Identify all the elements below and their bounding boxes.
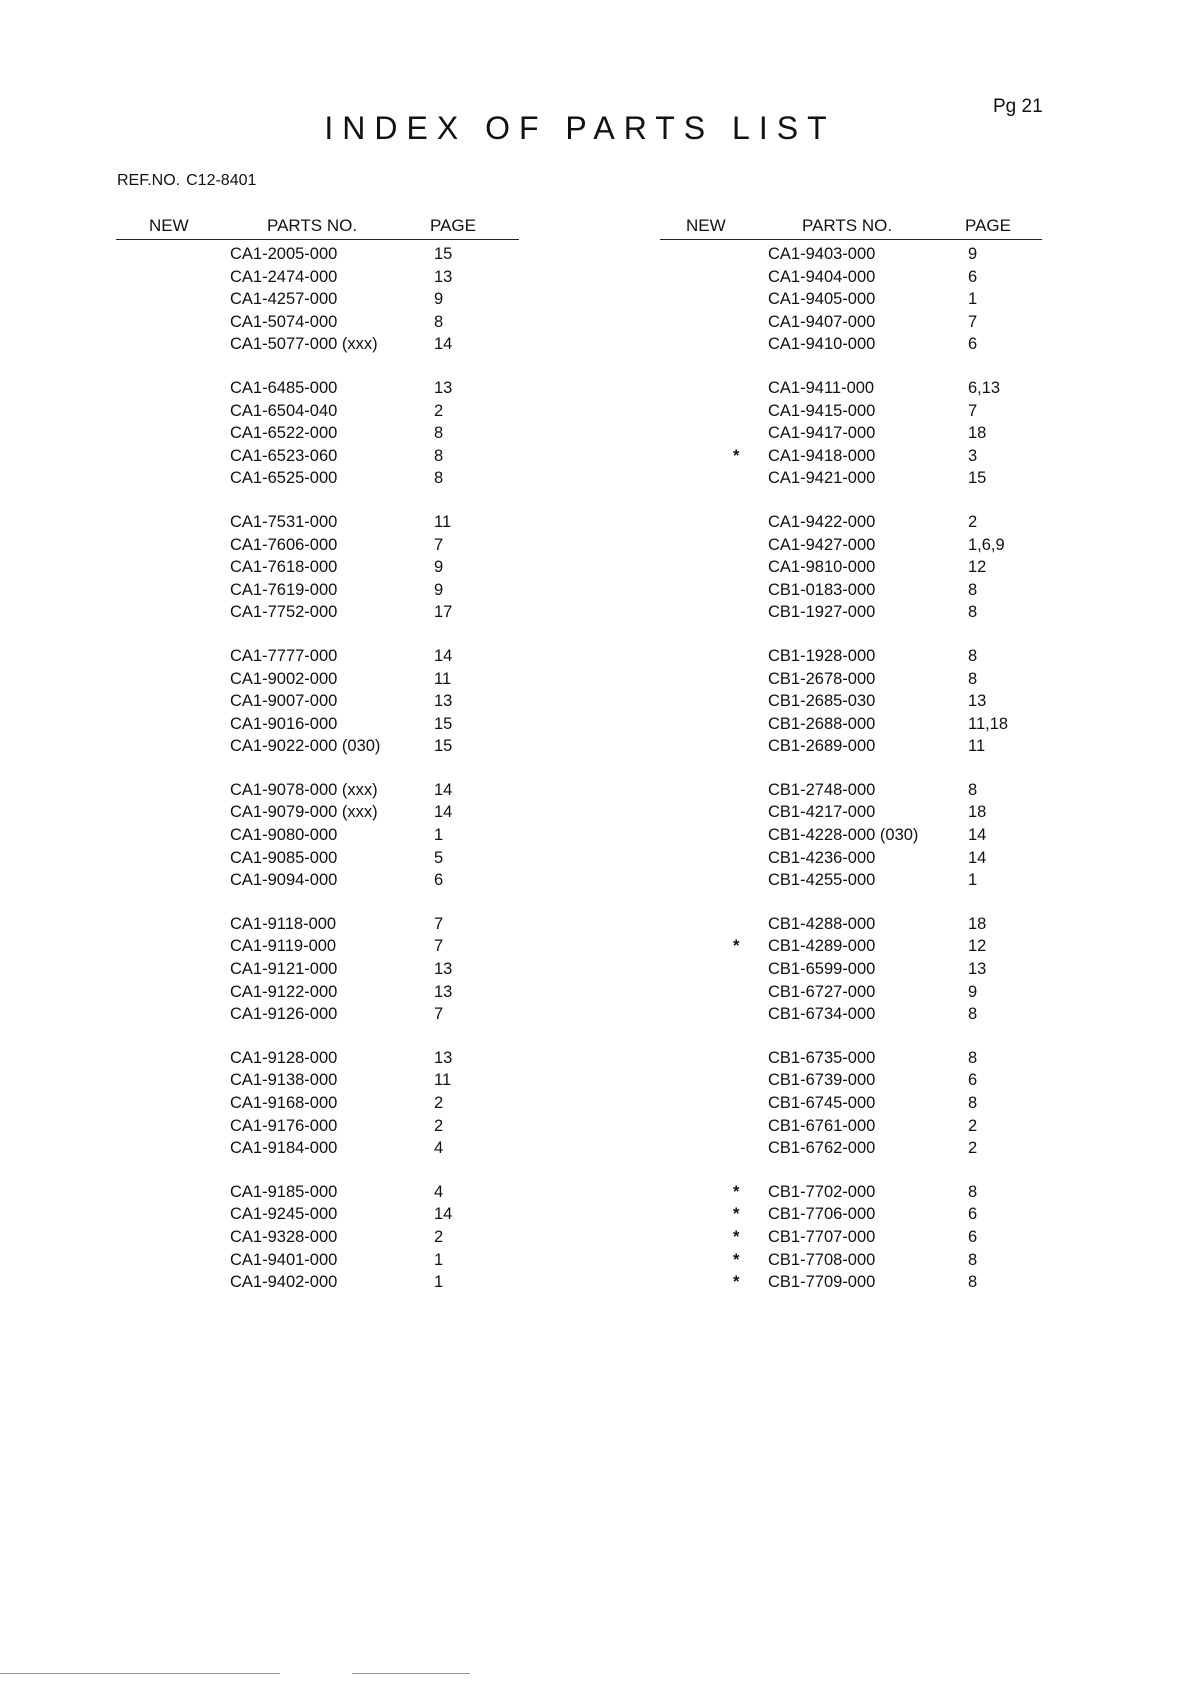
left-parts-no: CA1-6522-000 xyxy=(230,424,338,443)
table-row xyxy=(0,1250,1189,1273)
left-page: 14 xyxy=(434,1205,453,1224)
left-page: 15 xyxy=(434,737,453,756)
table-row xyxy=(0,468,1189,491)
right-parts-no: CB1-6734-000 xyxy=(768,1005,876,1024)
right-page: 12 xyxy=(968,937,987,956)
right-new-marker: * xyxy=(733,446,740,465)
left-page: 11 xyxy=(434,1071,452,1090)
right-parts-no: CB1-6599-000 xyxy=(768,960,876,979)
table-row xyxy=(0,535,1189,558)
right-parts-no: CA1-9405-000 xyxy=(768,290,876,309)
right-parts-no: CA1-9404-000 xyxy=(768,267,876,286)
right-page: 8 xyxy=(968,603,978,622)
header-right-page: PAGE xyxy=(965,216,1011,235)
left-parts-no: CA1-9022-000 (030) xyxy=(230,737,381,756)
header-left-new: NEW xyxy=(149,216,189,235)
left-parts-no: CA1-9079-000 (xxx) xyxy=(230,803,378,822)
left-page: 13 xyxy=(434,982,453,1001)
left-parts-no: CA1-6485-000 xyxy=(230,378,338,397)
right-page: 13 xyxy=(968,960,987,979)
left-parts-no: CA1-9328-000 xyxy=(230,1227,338,1246)
left-parts-no: CA1-7777-000 xyxy=(230,646,338,665)
table-row xyxy=(0,870,1189,893)
left-parts-no: CA1-9119-000 xyxy=(230,937,337,956)
left-parts-no: CA1-9245-000 xyxy=(230,1205,338,1224)
left-parts-no: CA1-9094-000 xyxy=(230,871,338,890)
left-parts-no: CA1-9002-000 xyxy=(230,669,338,688)
left-parts-no: CA1-2005-000 xyxy=(230,245,338,263)
left-parts-no: CA1-7618-000 xyxy=(230,558,338,577)
table-row xyxy=(0,1004,1189,1027)
right-page: 18 xyxy=(968,803,987,822)
ref-value: C12-8401 xyxy=(186,172,257,189)
right-parts-no: CB1-4236-000 xyxy=(768,848,876,867)
right-page: 12 xyxy=(968,558,987,577)
left-page: 17 xyxy=(434,603,453,622)
right-parts-no: CB1-6745-000 xyxy=(768,1094,876,1112)
right-parts-no: CA1-9403-000 xyxy=(768,245,876,263)
right-page: 7 xyxy=(968,401,978,420)
right-parts-no: CB1-6727-000 xyxy=(768,982,876,1001)
right-page: 3 xyxy=(968,446,978,465)
left-page: 13 xyxy=(434,378,453,397)
right-parts-no: CA1-9417-000 xyxy=(768,424,876,443)
left-page: 9 xyxy=(434,558,444,577)
header-left-page: PAGE xyxy=(430,216,476,235)
table-row xyxy=(0,334,1189,357)
table-row xyxy=(0,602,1189,625)
table-row xyxy=(0,267,1189,290)
footer-line-left xyxy=(0,1673,280,1674)
left-parts-no: CA1-4257-000 xyxy=(230,290,338,309)
left-parts-no: CA1-9078-000 (xxx) xyxy=(230,780,378,799)
table-row xyxy=(0,714,1189,737)
left-parts-no: CA1-7619-000 xyxy=(230,580,338,599)
right-parts-no: CB1-7708-000 xyxy=(768,1250,876,1269)
left-page: 14 xyxy=(434,335,453,354)
right-page: 14 xyxy=(968,848,987,867)
left-page: 14 xyxy=(434,803,453,822)
right-new-marker: * xyxy=(733,1205,740,1224)
left-parts-no: CA1-7531-000 xyxy=(230,512,338,531)
left-page: 13 xyxy=(434,960,453,979)
table-row xyxy=(0,1093,1189,1116)
left-parts-no: CA1-9138-000 xyxy=(230,1071,338,1090)
left-page: 1 xyxy=(434,826,444,845)
page-number: Pg 21 xyxy=(993,96,1043,117)
right-page: 8 xyxy=(968,669,978,688)
table-row xyxy=(0,423,1189,446)
right-page: 18 xyxy=(968,424,987,443)
left-page: 1 xyxy=(434,1250,444,1269)
right-page: 15 xyxy=(968,469,987,488)
right-page: 8 xyxy=(968,580,978,599)
right-parts-no: CB1-2685-030 xyxy=(768,692,876,711)
right-parts-no: CB1-7709-000 xyxy=(768,1273,876,1292)
header-left-parts-no: PARTS NO. xyxy=(267,216,358,235)
left-parts-no: CA1-9184-000 xyxy=(230,1139,338,1158)
right-parts-no: CB1-6739-000 xyxy=(768,1071,876,1090)
left-page: 9 xyxy=(434,580,444,599)
left-page: 2 xyxy=(434,401,444,420)
table-row xyxy=(0,244,1189,267)
left-page: 8 xyxy=(434,312,444,331)
right-parts-no: CA1-9410-000 xyxy=(768,335,876,354)
left-parts-no: CA1-6525-000 xyxy=(230,469,338,488)
right-parts-no: CB1-2689-000 xyxy=(768,737,876,756)
right-page: 8 xyxy=(968,646,978,665)
right-parts-no: CB1-2688-000 xyxy=(768,714,876,733)
right-page: 2 xyxy=(968,1139,978,1158)
left-page: 15 xyxy=(434,714,453,733)
left-page: 5 xyxy=(434,848,444,867)
right-new-marker: * xyxy=(733,1182,740,1201)
footer-line-right xyxy=(352,1673,470,1674)
left-parts-no: CA1-9168-000 xyxy=(230,1094,338,1112)
right-parts-no: CB1-2678-000 xyxy=(768,669,876,688)
right-page: 6 xyxy=(968,1227,978,1246)
right-new-marker: * xyxy=(733,1273,740,1292)
right-new-marker: * xyxy=(733,937,740,956)
left-page: 7 xyxy=(434,914,444,933)
right-parts-no: CB1-6761-000 xyxy=(768,1116,876,1135)
table-row xyxy=(0,825,1189,848)
right-page: 8 xyxy=(968,1005,978,1024)
table-row xyxy=(0,802,1189,825)
right-parts-no: CB1-6762-000 xyxy=(768,1139,876,1158)
left-parts-no: CA1-6523-060 xyxy=(230,446,338,465)
left-page: 8 xyxy=(434,424,444,443)
left-parts-no: CA1-9402-000 xyxy=(230,1273,338,1292)
left-page: 1 xyxy=(434,1273,444,1292)
right-page: 6,13 xyxy=(968,378,1001,397)
right-page: 9 xyxy=(968,245,978,263)
right-parts-no: CB1-6735-000 xyxy=(768,1048,876,1067)
table-row xyxy=(0,557,1189,580)
right-page: 11 xyxy=(968,737,986,756)
left-page: 14 xyxy=(434,646,453,665)
right-page: 14 xyxy=(968,826,987,845)
table-row xyxy=(0,982,1189,1005)
right-parts-no: CA1-9418-000 xyxy=(768,446,876,465)
right-page: 7 xyxy=(968,312,978,331)
right-parts-no: CB1-7706-000 xyxy=(768,1205,876,1224)
left-parts-no: CA1-9122-000 xyxy=(230,982,338,1001)
header-rule-left xyxy=(116,239,519,240)
left-parts-no: CA1-5074-000 xyxy=(230,312,338,331)
left-parts-no: CA1-9118-000 xyxy=(230,914,337,933)
left-page: 8 xyxy=(434,469,444,488)
left-page: 7 xyxy=(434,1005,444,1024)
right-page: 8 xyxy=(968,1182,978,1201)
left-parts-no: CA1-9185-000 xyxy=(230,1182,338,1201)
table-row xyxy=(0,446,1189,469)
table-row xyxy=(0,646,1189,669)
right-parts-no: CA1-9422-000 xyxy=(768,512,876,531)
ref-label: REF.NO. xyxy=(117,172,181,189)
right-page: 8 xyxy=(968,780,978,799)
right-page: 1 xyxy=(968,290,978,309)
right-parts-no: CA1-9407-000 xyxy=(768,312,876,331)
left-page: 9 xyxy=(434,290,444,309)
header-rule-right xyxy=(660,239,1042,240)
right-parts-no: CB1-1928-000 xyxy=(768,646,876,665)
table-row xyxy=(0,1272,1189,1295)
left-parts-no: CA1-9126-000 xyxy=(230,1005,338,1024)
right-parts-no: CB1-4288-000 xyxy=(768,914,876,933)
right-parts-no: CA1-9427-000 xyxy=(768,535,876,554)
right-parts-no: CB1-7707-000 xyxy=(768,1227,876,1246)
right-parts-no: CB1-4228-000 (030) xyxy=(768,826,919,845)
header-right-parts-no: PARTS NO. xyxy=(802,216,893,235)
right-parts-no: CA1-9411-000 xyxy=(768,378,875,397)
left-page: 13 xyxy=(434,692,453,711)
left-page: 13 xyxy=(434,267,453,286)
right-parts-no: CB1-4289-000 xyxy=(768,937,876,956)
right-page: 6 xyxy=(968,267,978,286)
left-parts-no: CA1-2474-000 xyxy=(230,267,338,286)
table-row xyxy=(0,378,1189,401)
table-row xyxy=(0,1227,1189,1250)
left-page: 11 xyxy=(434,512,452,531)
right-page: 18 xyxy=(968,914,987,933)
reference-number xyxy=(117,172,256,190)
right-page: 8 xyxy=(968,1250,978,1269)
table-row xyxy=(0,1070,1189,1093)
table-row xyxy=(0,1204,1189,1227)
left-parts-no: CA1-6504-040 xyxy=(230,401,338,420)
right-page: 2 xyxy=(968,512,978,531)
page-title: INDEX OF PARTS LIST xyxy=(324,110,836,146)
right-page: 6 xyxy=(968,335,978,354)
table-row xyxy=(0,1116,1189,1139)
right-parts-no: CB1-7702-000 xyxy=(768,1182,876,1201)
right-parts-no: CB1-1927-000 xyxy=(768,603,876,622)
table-row xyxy=(0,780,1189,803)
table-row xyxy=(0,959,1189,982)
right-parts-no: CB1-2748-000 xyxy=(768,780,876,799)
right-page: 6 xyxy=(968,1071,978,1090)
right-page: 13 xyxy=(968,692,987,711)
right-parts-no: CB1-0183-000 xyxy=(768,580,876,599)
left-parts-no: CA1-9016-000 xyxy=(230,714,338,733)
left-parts-no: CA1-9080-000 xyxy=(230,826,338,845)
left-page: 7 xyxy=(434,535,444,554)
table-row xyxy=(0,1182,1189,1205)
table-row xyxy=(0,580,1189,603)
left-page: 4 xyxy=(434,1182,444,1201)
left-parts-no: CA1-7606-000 xyxy=(230,535,338,554)
left-page: 2 xyxy=(434,1094,444,1112)
right-page: 9 xyxy=(968,982,978,1001)
table-row xyxy=(0,914,1189,937)
table-row xyxy=(0,512,1189,535)
header-right-new: NEW xyxy=(686,216,726,235)
left-page: 11 xyxy=(434,669,452,688)
table-row xyxy=(0,736,1189,759)
parts-index-table xyxy=(0,244,1189,1295)
left-page: 8 xyxy=(434,446,444,465)
right-parts-no: CA1-9810-000 xyxy=(768,558,876,577)
left-page: 2 xyxy=(434,1227,444,1246)
right-page: 8 xyxy=(968,1048,978,1067)
table-row xyxy=(0,936,1189,959)
right-parts-no: CA1-9415-000 xyxy=(768,401,876,420)
right-page: 2 xyxy=(968,1116,978,1135)
left-parts-no: CA1-9007-000 xyxy=(230,692,338,711)
table-row xyxy=(0,401,1189,424)
table-row xyxy=(0,669,1189,692)
left-page: 14 xyxy=(434,780,453,799)
left-page: 13 xyxy=(434,1048,453,1067)
table-row xyxy=(0,289,1189,312)
left-parts-no: CA1-5077-000 (xxx) xyxy=(230,335,378,354)
left-parts-no: CA1-7752-000 xyxy=(230,603,338,622)
left-page: 7 xyxy=(434,937,444,956)
left-parts-no: CA1-9085-000 xyxy=(230,848,338,867)
left-page: 6 xyxy=(434,871,444,890)
right-page: 8 xyxy=(968,1273,978,1292)
table-row xyxy=(0,848,1189,871)
right-new-marker: * xyxy=(733,1250,740,1269)
table-row xyxy=(0,312,1189,335)
right-parts-no: CA1-9421-000 xyxy=(768,469,876,488)
table-row xyxy=(0,1048,1189,1071)
table-row xyxy=(0,1138,1189,1161)
right-parts-no: CB1-4255-000 xyxy=(768,871,876,890)
right-page: 1 xyxy=(968,871,978,890)
left-page: 2 xyxy=(434,1116,444,1135)
right-page: 6 xyxy=(968,1205,978,1224)
right-parts-no: CB1-4217-000 xyxy=(768,803,876,822)
table-row xyxy=(0,691,1189,714)
left-page: 15 xyxy=(434,245,453,263)
left-parts-no: CA1-9121-000 xyxy=(230,960,338,979)
right-page: 8 xyxy=(968,1094,978,1112)
left-parts-no: CA1-9176-000 xyxy=(230,1116,338,1135)
right-page: 11,18 xyxy=(968,714,1009,733)
right-new-marker: * xyxy=(733,1227,740,1246)
left-parts-no: CA1-9128-000 xyxy=(230,1048,338,1067)
left-page: 4 xyxy=(434,1139,444,1158)
right-page: 1,6,9 xyxy=(968,535,1005,554)
left-parts-no: CA1-9401-000 xyxy=(230,1250,338,1269)
